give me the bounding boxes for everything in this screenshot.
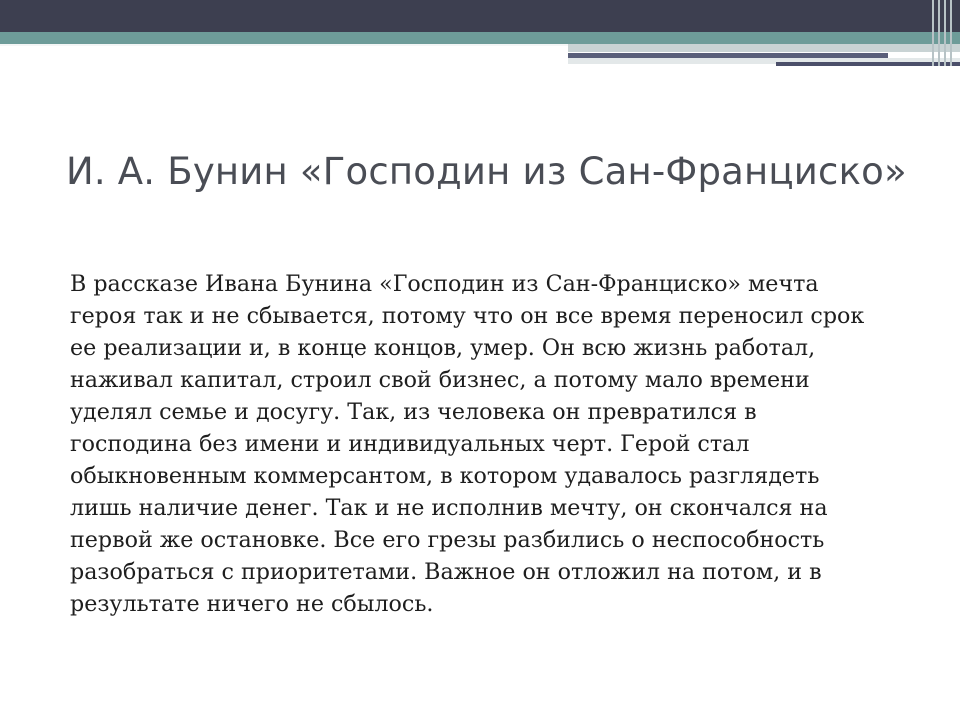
header-accent-bar (0, 32, 960, 44)
vertical-stripe (950, 0, 952, 66)
slide-title: И. А. Бунин «Господин из Сан-Франциско» (66, 150, 907, 193)
body-line: лишь наличие денег. Так и не исполнив мечту, он скончался на (70, 495, 828, 521)
vertical-stripe (938, 0, 940, 66)
body-line: результате ничего не сбылось. (70, 591, 434, 617)
body-line: господина без имени и индивидуальных черт. Герой стал (70, 431, 750, 457)
body-line: первой же остановке. Все его грезы разбились о неспособность (70, 527, 825, 553)
header-decor-step (568, 44, 960, 52)
header-vertical-stripes (932, 0, 952, 66)
vertical-stripe (944, 0, 946, 66)
body-line: наживал капитал, строил свой бизнес, а потому мало времени (70, 367, 810, 393)
body-line: разобраться с приоритетами. Важное он отложил на потом, и в (70, 559, 822, 585)
header-dark-bar (0, 0, 960, 32)
body-line: героя так и не сбывается, потому что он все время переносил срок (70, 303, 865, 329)
vertical-stripe (932, 0, 934, 66)
slide-body-text (70, 268, 910, 620)
body-line: ее реализации и, в конце концов, умер. Он всю жизнь работал, (70, 335, 816, 361)
body-line: обыкновенным коммерсантом, в котором удавалось разглядеть (70, 463, 820, 489)
body-line: уделял семье и досугу. Так, из человека он превратился в (70, 399, 757, 425)
body-line: В рассказе Ивана Бунина «Господин из Сан-Франциско» мечта (70, 271, 819, 297)
